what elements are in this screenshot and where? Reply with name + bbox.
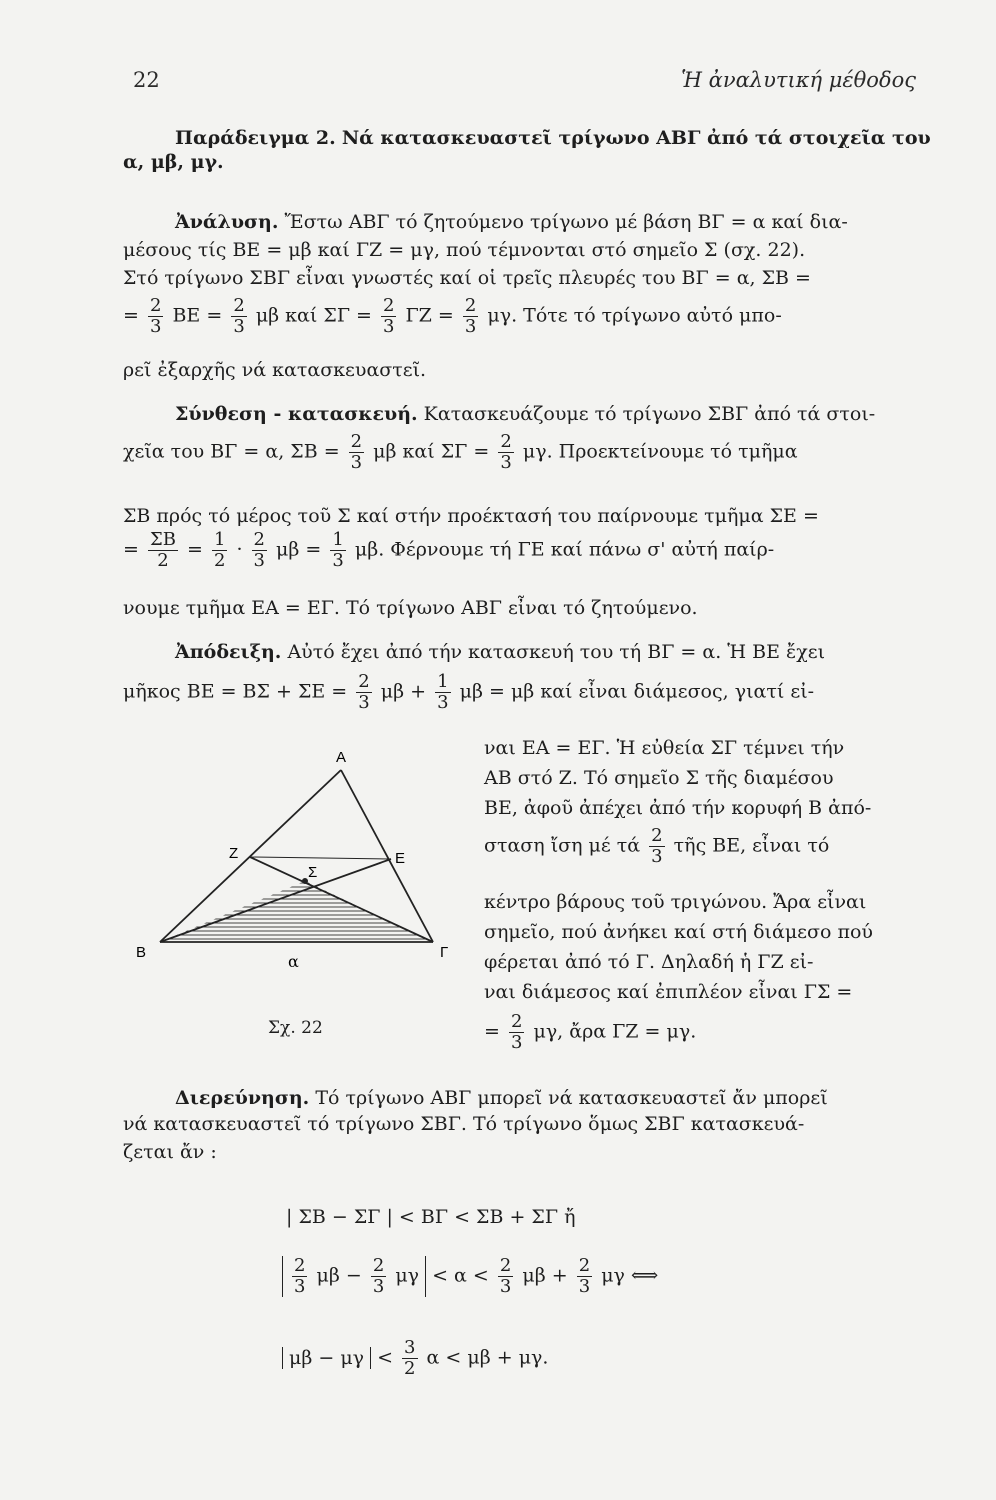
- running-title: Ἡ ἀναλυτική μέθοδος: [681, 68, 916, 92]
- denominator: 3: [294, 1276, 306, 1297]
- fraction: [349, 432, 364, 473]
- text: μγ, ἄρα ΓΖ = μγ.: [533, 1020, 697, 1043]
- fraction: [148, 530, 178, 571]
- discussion-label: Διερεύνηση.: [175, 1087, 310, 1109]
- fraction: [402, 1338, 417, 1379]
- denominator: 2: [157, 550, 169, 571]
- label-s: Σ: [308, 864, 318, 881]
- numerator: 2: [383, 295, 395, 316]
- fraction: [292, 1256, 307, 1297]
- analysis-line-4: [123, 296, 915, 337]
- text: μγ ⟺: [595, 1264, 659, 1287]
- synthesis-text-1: Κατασκευάζουμε τό τρίγωνο ΣΒΓ ἀπό τά στοι-: [417, 403, 876, 425]
- fraction: [498, 432, 513, 473]
- denominator: 3: [350, 452, 363, 473]
- discussion-text-1: Τό τρίγωνο ΑΒΓ μπορεῖ νά κατασκευαστεῖ ἄν μπορεῖ: [309, 1087, 828, 1109]
- numerator: 2: [350, 431, 363, 452]
- denominator: 3: [383, 316, 395, 337]
- text: =: [123, 304, 145, 327]
- fraction: [330, 530, 345, 571]
- text: μβ +: [380, 680, 433, 703]
- fraction: [435, 672, 450, 713]
- denominator: 3: [372, 1276, 385, 1297]
- text: α < μβ + μγ.: [420, 1346, 549, 1369]
- denominator: 2: [213, 550, 226, 571]
- synthesis-line-1: [175, 402, 915, 426]
- analysis-label: Ἀνάλυση.: [175, 211, 279, 233]
- proof-text-1: Αὐτό ἔχει ἀπό τήν κατασκευή του τή ΒΓ = α. Ἡ ΒΕ ἔχει: [281, 641, 826, 663]
- numerator: 2: [464, 295, 477, 316]
- text: μβ καί ΣΓ =: [255, 304, 378, 327]
- analysis-line-5: ρεῖ ἐξαρχῆς νά κατασκευαστεῖ.: [123, 359, 427, 381]
- formula-2: [282, 1256, 658, 1297]
- proof-right-2: ΑΒ στό Ζ. Τό σημεῖο Σ τῆς διαμέσου: [484, 767, 834, 789]
- denominator: 3: [253, 550, 265, 571]
- fraction: [252, 530, 267, 571]
- text: μβ = μβ καί εἶναι διάμεσος, γιατί εἰ-: [459, 680, 815, 703]
- text: σταση ἴση μέ τά: [484, 834, 647, 857]
- fraction: [649, 826, 664, 867]
- proof-right-3: ΒΕ, ἀφοῦ ἀπέχει ἀπό τήν κορυφή Β ἀπό-: [484, 797, 872, 819]
- denominator: 3: [499, 1276, 512, 1297]
- shaded-triangle-sbg: [160, 881, 433, 942]
- text: ·: [236, 538, 249, 561]
- triangle-figure: [128, 745, 473, 1045]
- text: μγ. Τότε τό τρίγωνο αὐτό μπο-: [487, 304, 782, 327]
- denominator: 3: [578, 1276, 591, 1297]
- segment-ze: [250, 857, 391, 859]
- label-a: Α: [336, 749, 347, 766]
- text: μβ καί ΣΓ =: [373, 440, 496, 463]
- text: =: [484, 1020, 506, 1043]
- analysis-text-1: Ἔστω ΑΒΓ τό ζητούμενο τρίγωνο μέ βάση ΒΓ = α καί δια-: [284, 211, 848, 233]
- text: ΓΖ =: [405, 304, 460, 327]
- denominator: 2: [404, 1358, 416, 1379]
- analysis-line-2: μέσους τίς ΒΕ = μβ καί ΓΖ = μγ, πού τέμνονται στό σημεῖο Σ (σχ. 22).: [123, 239, 806, 261]
- fraction: [509, 1012, 524, 1053]
- fraction: [463, 296, 478, 337]
- numerator: 2: [651, 825, 663, 846]
- absolute-value: μβ − μγ: [282, 1347, 371, 1369]
- numerator: 2: [233, 295, 245, 316]
- denominator: 3: [149, 316, 162, 337]
- discussion-line-3: ζεται ἄν :: [123, 1141, 217, 1163]
- proof-right-7: φέρεται ἀπό τό Γ. Δηλαδή ἡ ΓΖ εἰ-: [484, 951, 814, 973]
- denominator: 3: [233, 316, 245, 337]
- example-statement: Νά κατασκευαστεῖ τρίγωνο ΑΒΓ ἀπό τά στοιχεῖα του: [341, 127, 931, 149]
- formula-3: [282, 1338, 548, 1379]
- fraction: [356, 672, 371, 713]
- denominator: 3: [464, 316, 477, 337]
- text: =: [123, 538, 145, 561]
- denominator: 3: [437, 692, 449, 713]
- fraction: [148, 296, 163, 337]
- text: χεῖα του ΒΓ = α, ΣΒ =: [123, 440, 346, 463]
- proof-line-2: [123, 672, 915, 713]
- analysis-line-1: [175, 210, 915, 234]
- text: μγ: [389, 1264, 420, 1287]
- page-number: 22: [133, 68, 160, 92]
- numerator: 3: [404, 1337, 416, 1358]
- numerator: 2: [500, 431, 512, 452]
- numerator: 2: [499, 1255, 512, 1276]
- text: μῆκος ΒΕ = ΒΣ + ΣΕ =: [123, 680, 354, 703]
- text: =: [186, 538, 209, 561]
- numerator: 1: [332, 529, 344, 550]
- synthesis-line-4: [123, 530, 915, 571]
- analysis-line-3: Στό τρίγωνο ΣΒΓ εἶναι γνωστές καί οἱ τρεῖς πλευρές του ΒΓ = α, ΣΒ =: [123, 267, 811, 289]
- numerator: 2: [510, 1011, 523, 1032]
- text: τῆς ΒΕ, εἶναι τό: [673, 834, 830, 857]
- label-e: Ε: [395, 850, 406, 867]
- proof-right-8: ναι διάμεσος καί ἐπιπλέον εἶναι ΓΣ =: [484, 981, 853, 1003]
- figure-caption: Σχ. 22: [268, 1018, 323, 1038]
- synthesis-line-2: [123, 432, 915, 473]
- label-alpha: α: [288, 952, 299, 971]
- numerator: 1: [437, 671, 449, 692]
- text: <: [371, 1346, 400, 1369]
- example-title: Παράδειγμα 2.: [175, 127, 336, 149]
- absolute-value: [282, 1256, 426, 1297]
- synthesis-line-5: νουμε τμῆμα ΕΑ = ΕΓ. Τό τρίγωνο ΑΒΓ εἶναι τό ζητούμενο.: [123, 597, 698, 619]
- example-statement-cont: α, μβ, μγ.: [123, 151, 224, 173]
- proof-right-4: [484, 826, 914, 867]
- text: ΒΕ =: [172, 304, 229, 327]
- text: μβ +: [516, 1264, 574, 1287]
- proof-line-1: [175, 640, 915, 664]
- discussion-line-1: [175, 1086, 915, 1110]
- proof-label: Ἀπόδειξη.: [175, 641, 282, 663]
- text: μβ =: [276, 538, 328, 561]
- fraction: [381, 296, 396, 337]
- numerator: 2: [358, 671, 370, 692]
- proof-right-9: [484, 1012, 914, 1053]
- numerator: 2: [253, 529, 265, 550]
- denominator: 3: [651, 846, 663, 867]
- synthesis-line-3: ΣΒ πρός τό μέρος τοῦ Σ καί στήν προέκτασή του παίρνουμε τμῆμα ΣΕ =: [123, 505, 819, 527]
- numerator: 1: [213, 529, 226, 550]
- numerator: 2: [294, 1255, 306, 1276]
- proof-right-6: σημεῖο, πού ἀνήκει καί στή διάμεσο πού: [484, 921, 873, 943]
- fraction: [498, 1256, 513, 1297]
- fraction: [577, 1256, 592, 1297]
- numerator: 2: [578, 1255, 591, 1276]
- label-g: Γ: [440, 944, 449, 961]
- text: < α <: [426, 1264, 495, 1287]
- fraction: [231, 296, 246, 337]
- text: μβ. Φέρνουμε τή ΓΕ καί πάνω σ' αὐτή παίρ-: [354, 538, 775, 561]
- example-line: [175, 126, 931, 150]
- label-b: Β: [136, 944, 147, 961]
- text: μβ −: [310, 1264, 368, 1287]
- denominator: 3: [332, 550, 344, 571]
- formula-1: | ΣΒ − ΣΓ | < ΒΓ < ΣΒ + ΣΓ ἤ: [286, 1206, 576, 1228]
- numerator: 2: [149, 295, 162, 316]
- discussion-line-2: νά κατασκευαστεῖ τό τρίγωνο ΣΒΓ. Τό τρίγωνο ὅμως ΣΒΓ κατασκευά-: [123, 1113, 805, 1135]
- numerator: ΣΒ: [149, 529, 176, 550]
- proof-right-5: κέντρο βάρους τοῦ τριγώνου. Ἄρα εἶναι: [484, 891, 867, 913]
- fraction: [371, 1256, 386, 1297]
- numerator: 2: [372, 1255, 385, 1276]
- text: μγ. Προεκτείνουμε τό τμῆμα: [522, 440, 798, 463]
- denominator: 3: [358, 692, 370, 713]
- denominator: 3: [500, 452, 512, 473]
- synthesis-label: Σύνθεση - κατασκευή.: [175, 403, 418, 425]
- denominator: 3: [510, 1032, 523, 1053]
- label-z: Ζ: [229, 845, 239, 862]
- proof-right-1: ναι ΕΑ = ΕΓ. Ἡ εὐθεία ΣΓ τέμνει τήν: [484, 737, 845, 759]
- fraction: [212, 530, 227, 571]
